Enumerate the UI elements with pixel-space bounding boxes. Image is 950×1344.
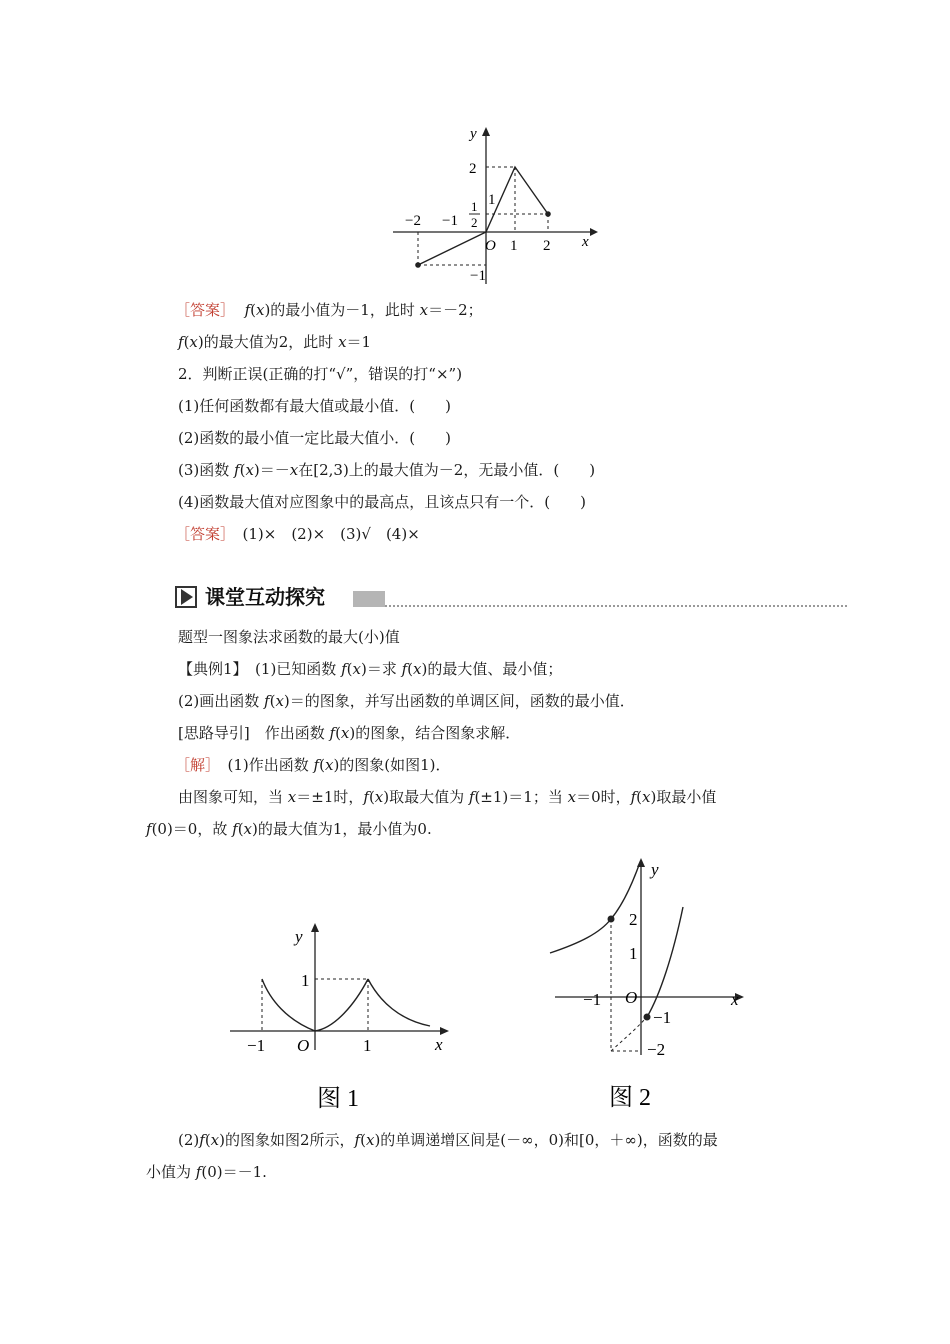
para1-line2: f(0)＝0，故 f(x)的最大值为1，最小值为0. xyxy=(146,820,432,838)
tick-x-m2: −2 xyxy=(405,213,421,229)
fig2-tick-m1x: −1 xyxy=(583,990,602,1009)
para2-line1: (2)f(x)的图象如图2所示，f(x)的单调递增区间是(－∞，0)和[0，＋∞)，函数的最 xyxy=(178,1131,718,1149)
graph-mark xyxy=(440,1027,449,1035)
answer1-line2: f(x)的最大值为2，此时 x＝1 xyxy=(178,333,372,351)
figure-2 xyxy=(545,855,755,1115)
fig2-tick-2: 2 xyxy=(629,910,638,929)
tick-y-half-den: 2 xyxy=(471,215,478,230)
example-line1: 【典例1】 (1)已知函数 f(x)＝求 f(x)的最大值、最小值； xyxy=(178,660,563,678)
graph-mark xyxy=(611,1019,645,1051)
endpoint-left xyxy=(415,262,421,268)
tick-y-1: 1 xyxy=(488,192,496,208)
fig2-point-left xyxy=(608,916,615,923)
fig1-tick-1: 1 xyxy=(363,1036,372,1055)
fig2-point-min xyxy=(644,1014,651,1021)
example-line2: (2)画出函数 f(x)＝的图象，并写出函数的单调区间，函数的最小值． xyxy=(178,692,635,710)
q2-item1: (1)任何函数都有最大值或最小值．( ) xyxy=(178,397,451,415)
fig2-y-label: y xyxy=(651,860,659,879)
para1-line1: 由图象可知，当 x＝±1时，f(x)取最大值为 f(±1)＝1；当 x＝0时，f(x)取最小值 xyxy=(178,788,717,806)
section-rule xyxy=(385,605,847,607)
fig1-x-label: x xyxy=(435,1035,443,1054)
fig2-origin: O xyxy=(625,988,638,1007)
curve-middle-right xyxy=(315,979,368,1031)
graph-mark xyxy=(482,127,490,136)
graph-mark xyxy=(590,228,598,236)
tick-y-2: 2 xyxy=(469,161,477,177)
fig2-x-label: x xyxy=(731,990,739,1009)
answer-tag: ［答案］ xyxy=(175,301,236,319)
y-axis-label: y xyxy=(470,126,477,142)
x-axis-label: x xyxy=(582,234,589,250)
type-title: 题型一图象法求函数的最大(小)值 xyxy=(178,628,400,646)
fig2-tick-1: 1 xyxy=(629,944,638,963)
q2-item4: (4)函数最大值对应图象中的最高点，且该点只有一个．( ) xyxy=(178,493,586,511)
fig1-caption: 图 1 xyxy=(317,1086,359,1112)
figure-1 xyxy=(225,920,455,1115)
endpoint-right xyxy=(545,211,551,217)
origin-label: O xyxy=(485,238,496,254)
answer1-line1: ［答案］ f(x)的最小值为－1，此时 x＝－2； xyxy=(175,301,483,319)
fig1-y-label: y xyxy=(295,927,303,946)
curve-right-tail xyxy=(368,979,430,1026)
fig1-tick-m1: −1 xyxy=(247,1036,266,1055)
section-header xyxy=(175,583,847,611)
hint-line: [思路导引] 作出函数 f(x)的图象，结合图象求解． xyxy=(178,724,521,742)
q2-answer: ［答案］ (1)× (2)× (3)√ (4)× xyxy=(175,525,420,543)
fig2-tick-m2: −2 xyxy=(647,1040,666,1059)
q2-item2: (2)函数的最小值一定比最大值小．( ) xyxy=(178,429,451,447)
para2-line2: 小值为 f(0)＝－1. xyxy=(146,1163,267,1181)
tick-x-1: 1 xyxy=(510,238,518,254)
curve-left-branch xyxy=(550,865,639,953)
tick-y-half-num: 1 xyxy=(471,199,478,214)
tick-x-2: 2 xyxy=(543,238,551,254)
section-title: 课堂互动探究 xyxy=(205,585,325,609)
fig1-tick-y1: 1 xyxy=(301,971,310,990)
fig1-origin: O xyxy=(297,1036,310,1055)
q2-item3: (3)函数 f(x)＝－x在[2,3)上的最大值为－2，无最小值．( ) xyxy=(178,461,596,479)
curve-right-branch xyxy=(647,907,683,1017)
play-arrow-icon xyxy=(181,589,193,605)
fig2-tick-m1y: −1 xyxy=(653,1008,672,1027)
top-graph xyxy=(385,122,600,287)
fig2-caption: 图 2 xyxy=(609,1085,651,1111)
tick-x-m1: −1 xyxy=(442,213,458,229)
graph-mark xyxy=(311,923,319,932)
solution-line: ［解］ (1)作出函数 f(x)的图象(如图1)． xyxy=(175,756,451,774)
graph-line xyxy=(418,167,548,265)
q2-title: 2．判断正误(正确的打“√”，错误的打“×”) xyxy=(178,365,463,383)
tick-y-m1: −1 xyxy=(470,268,486,284)
section-decor xyxy=(353,591,385,607)
